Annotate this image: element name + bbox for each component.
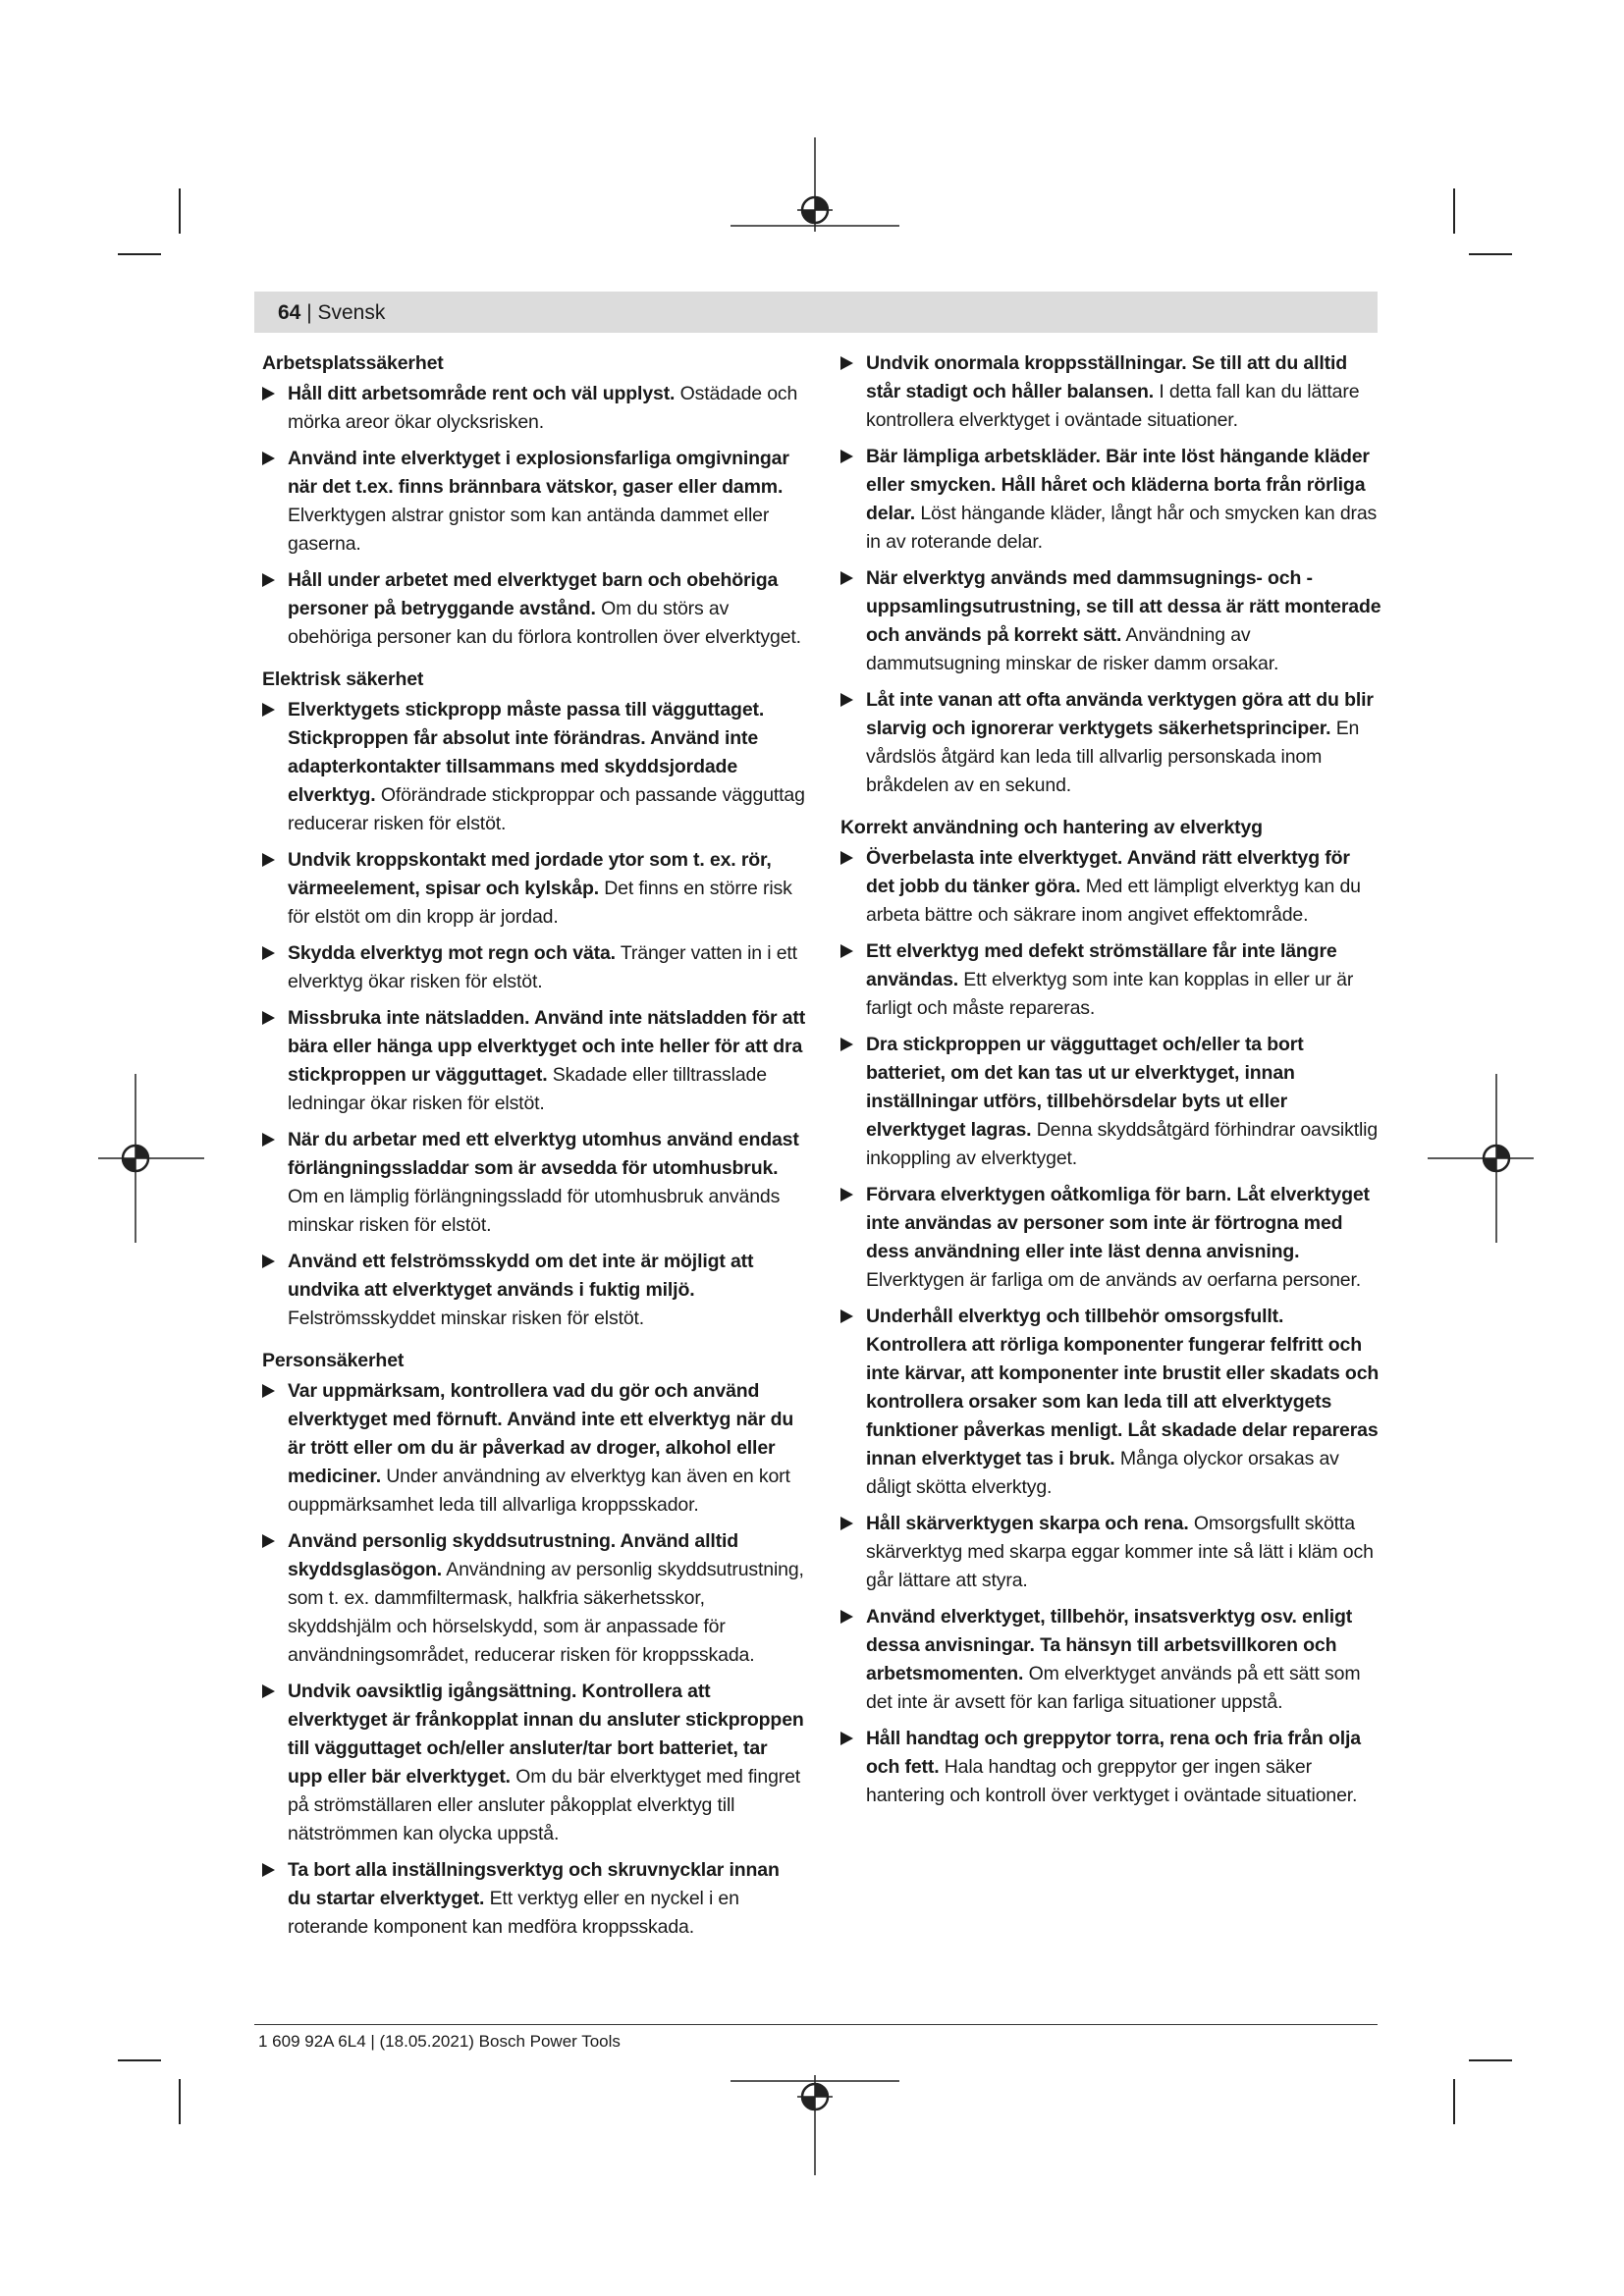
crop-mark-br-v — [1453, 2079, 1455, 2124]
safety-instruction — [840, 349, 1382, 435]
instruction-text: Med ett lämpligt elverktyg kan du arbeta bättre och säkrare inom angivet effektområde. — [866, 876, 1361, 926]
safety-instruction — [262, 1527, 807, 1670]
instruction-text: Om elverktyget används på ett sätt som det inte är avsett för kan farliga situationer uppstå. — [866, 1663, 1361, 1713]
instruction-bold: Förvara elverktygen oåtkomliga för barn. Låt elverktyget inte användas av personer som inte är förtrogna med dess användning eller inte läst denna anvisning. — [866, 1184, 1370, 1262]
crop-mark-tl-v — [179, 188, 181, 234]
safety-instruction — [262, 846, 807, 932]
instruction-text: Ett verktyg eller en nyckel i en roterande komponent kan medföra kroppsskada. — [288, 1888, 739, 1938]
instruction-bold: När elverktyg används med dammsugnings- och -uppsamlingsutrustning, se till att dessa är rätt monterade och används på korrekt sätt. — [866, 567, 1381, 646]
safety-instruction — [262, 939, 807, 996]
instruction-bold: Ett elverktyg med defekt strömställare får inte längre användas. — [866, 940, 1337, 990]
bullet-triangle-icon — [262, 853, 275, 867]
safety-instruction — [262, 1678, 807, 1848]
safety-instruction — [262, 1856, 807, 1942]
instruction-text: Hala handtag och greppytor ger ingen säker hantering och kontroll över verktyget i oväntade situationer. — [866, 1756, 1358, 1806]
instruction-text: Om du bär elverktyget med fingret på strömställaren eller ansluter påkopplat elverktyg till nätströmmen kan olycka uppstå. — [288, 1766, 801, 1844]
instruction-bold: När du arbetar med ett elverktyg utomhus använd endast förlängningssladdar som är avsedda för utomhusbruk. — [288, 1129, 799, 1179]
bullet-triangle-icon — [840, 1309, 853, 1323]
bullet-triangle-icon — [262, 1011, 275, 1025]
instruction-bold: Använd ett felströmsskydd om det inte är möjligt att undvika att elverktyget används i fuktig miljö. — [288, 1251, 754, 1301]
section-heading: Elektrisk säkerhet — [262, 668, 424, 690]
instruction-text: En vårdslös åtgärd kan leda till allvarlig personskada inom bråkdelen av en sekund. — [866, 718, 1360, 796]
instruction-bold: Håll skärverktygen skarpa och rena. — [866, 1513, 1189, 1534]
bullet-triangle-icon — [840, 851, 853, 865]
bullet-triangle-icon — [840, 693, 853, 707]
bullet-triangle-icon — [262, 387, 275, 400]
safety-instruction — [840, 937, 1382, 1023]
safety-instruction — [262, 445, 807, 559]
safety-instruction — [840, 1181, 1382, 1295]
section-heading: Korrekt användning och hantering av elverktyg — [840, 817, 1263, 838]
right-column — [840, 349, 1382, 1818]
instruction-text: Ostädade och mörka areor ökar olycksrisken. — [288, 383, 798, 433]
footer-divider — [254, 2024, 1378, 2025]
bullet-triangle-icon — [262, 1255, 275, 1268]
crop-mark-br-h — [1469, 2059, 1512, 2061]
safety-instruction — [262, 1126, 807, 1240]
crop-mark-tl-h — [118, 253, 161, 255]
bullet-triangle-icon — [262, 703, 275, 717]
bullet-triangle-icon — [262, 573, 275, 587]
instruction-bold: Håll ditt arbetsområde rent och väl upplyst. — [288, 383, 676, 404]
bullet-triangle-icon — [262, 1384, 275, 1398]
bullet-triangle-icon — [262, 452, 275, 465]
instruction-text: Elverktygen alstrar gnistor som kan antända dammet eller gaserna. — [288, 505, 770, 555]
instruction-text: Löst hängande kläder, långt hår och smycken kan dras in av roterande delar. — [866, 503, 1378, 553]
safety-instruction — [840, 443, 1382, 557]
instruction-text: Elverktygen är farliga om de används av oerfarna personer. — [866, 1269, 1362, 1291]
instruction-text: Användning av dammutsugning minskar de risker damm orsakar. — [866, 624, 1279, 674]
bullet-triangle-icon — [262, 1133, 275, 1147]
registration-mark-top-icon — [727, 137, 903, 236]
instruction-bold: Missbruka inte nätsladden. Använd inte nätsladden för att bära eller hänga upp elverktyget och inte heller för att dra stickproppen ur vägguttaget. — [288, 1007, 806, 1086]
bullet-triangle-icon — [262, 1534, 275, 1548]
instruction-bold: Undvik oavsiktlig igångsättning. Kontrollera att elverktyget är frånkopplat innan du ansluter stickproppen till vägguttaget och/eller ansluter/tar bort batteriet, tar upp eller bär elverktyget. — [288, 1681, 804, 1788]
safety-instruction — [840, 1725, 1382, 1810]
bullet-triangle-icon — [262, 1863, 275, 1877]
instruction-text: Det finns en större risk för elstöt om din kropp är jordad. — [288, 878, 792, 928]
bullet-triangle-icon — [840, 944, 853, 958]
bullet-triangle-icon — [840, 571, 853, 585]
instruction-bold: Använd elverktyget, tillbehör, insatsverktyg osv. enligt dessa anvisningar. Ta hänsyn till arbetsvillkoren och arbetsmomenten. — [866, 1606, 1353, 1684]
header-language: Svensk — [317, 301, 386, 324]
instruction-text: Felströmsskyddet minskar risken för elstöt. — [288, 1308, 645, 1329]
instruction-bold: Var uppmärksam, kontrollera vad du gör och använd elverktyget med förnuft. Använd inte ett elverktyg när du är trött eller om du är påverkad av droger, alkohol eller mediciner. — [288, 1380, 794, 1487]
bullet-triangle-icon — [840, 1732, 853, 1745]
crop-mark-bl-h — [118, 2059, 161, 2061]
instruction-bold: Underhåll elverktyg och tillbehör omsorgsfullt. Kontrollera att rörliga komponenter fungerar felfritt och inte kärvar, att komponenter inte brustit eller skadats och kontrollera orsaker som kan leda till att elverktygets funktioner påverkas menligt. Låt skadade delar repareras innan elverktyget tas i bruk. — [866, 1306, 1380, 1469]
safety-instruction — [840, 844, 1382, 930]
bullet-triangle-icon — [840, 1038, 853, 1051]
bullet-triangle-icon — [840, 356, 853, 370]
instruction-text: Om du störs av obehöriga personer kan du förlora kontrollen över elverktyget. — [288, 598, 801, 648]
bullet-triangle-icon — [840, 1610, 853, 1624]
instruction-text: Tränger vatten in i ett elverktyg ökar risken för elstöt. — [288, 942, 797, 992]
page-footer: 1 609 92A 6L4 | (18.05.2021) Bosch Power Tools — [258, 2032, 621, 2051]
bullet-triangle-icon — [840, 1188, 853, 1201]
safety-instruction — [262, 1248, 807, 1333]
instruction-bold: Håll under arbetet med elverktyget barn och obehöriga personer på betryggande avstånd. — [288, 569, 779, 619]
instruction-bold: Bär lämpliga arbetskläder. Bär inte löst hängande kläder eller smycken. Håll håret och kläderna borta från rörliga delar. — [866, 446, 1370, 524]
crop-mark-tr-h — [1469, 253, 1512, 255]
safety-instruction — [840, 1603, 1382, 1717]
instruction-text: I detta fall kan du lättare kontrollera elverktyget i oväntade situationer. — [866, 381, 1360, 431]
safety-instruction — [262, 566, 807, 652]
instruction-bold: Använd inte elverktyget i explosionsfarliga omgivningar när det t.ex. finns brännbara vätskor, gaser eller damm. — [288, 448, 789, 498]
instruction-bold: Använd personlig skyddsutrustning. Använd alltid skyddsglasögon. — [288, 1530, 739, 1580]
instruction-text: Oförändrade stickproppar och passande vägguttag reducerar risken för elstöt. — [288, 784, 805, 834]
safety-instruction — [840, 564, 1382, 678]
instruction-text: Omsorgsfullt skötta skärverktyg med skarpa eggar kommer inte så lätt i kläm och går lättare att styra. — [866, 1513, 1374, 1591]
page-header — [278, 299, 385, 327]
instruction-text: Om en lämplig förlängningssladd för utomhusbruk används minskar risken för elstöt. — [288, 1186, 781, 1236]
bullet-triangle-icon — [262, 1684, 275, 1698]
section-heading: Personsäkerhet — [262, 1350, 405, 1371]
safety-instruction — [262, 696, 807, 838]
safety-instruction — [840, 1303, 1382, 1502]
safety-instruction — [262, 1377, 807, 1520]
registration-mark-bottom-icon — [727, 2071, 903, 2179]
crop-mark-bl-v — [179, 2079, 181, 2124]
instruction-text: Ett elverktyg som inte kan kopplas in eller ur är farligt och måste repareras. — [866, 969, 1354, 1019]
section-heading: Arbetsplatssäkerhet — [262, 352, 444, 374]
safety-instruction — [262, 1004, 807, 1118]
instruction-bold: Ta bort alla inställningsverktyg och skruvnycklar innan du startar elverktyget. — [288, 1859, 780, 1909]
instruction-text: Under användning av elverktyg kan även en kort ouppmärksamhet leda till allvarliga kroppsskador. — [288, 1466, 790, 1516]
safety-instruction — [262, 380, 807, 437]
instruction-bold: Elverktygets stickpropp måste passa till vägguttaget. Stickproppen får absolut inte förändras. Använd inte adapterkontakter tillsammans med skyddsjordade elverktyg. — [288, 699, 765, 806]
crop-mark-tr-v — [1453, 188, 1455, 234]
safety-instruction — [840, 1510, 1382, 1595]
left-column — [262, 349, 807, 1949]
instruction-bold: Undvik kroppskontakt med jordade ytor som t. ex. rör, värmeelement, spisar och kylskåp. — [288, 849, 772, 899]
safety-instruction — [840, 686, 1382, 800]
instruction-bold: Skydda elverktyg mot regn och väta. — [288, 942, 616, 964]
instruction-bold: Dra stickproppen ur vägguttaget och/eller ta bort batteriet, om det kan tas ut ur elverktyget, innan inställningar utförs, tillbehörsdelar byts ut eller elverktyget lagras. — [866, 1034, 1304, 1141]
page-number: 64 — [278, 301, 301, 324]
registration-mark-left-icon — [90, 1070, 208, 1247]
bullet-triangle-icon — [840, 450, 853, 463]
bullet-triangle-icon — [262, 946, 275, 960]
instruction-bold: Håll handtag och greppytor torra, rena och fria från olja och fett. — [866, 1728, 1361, 1778]
instruction-bold: Överbelasta inte elverktyget. Använd rätt elverktyg för det jobb du tänker göra. — [866, 847, 1350, 897]
instruction-text: Användning av personlig skyddsutrustning, som t. ex. dammfiltermask, halkfria säkerhetsskor, skyddshjälm och hörselskydd, som är anpassade för användningsområdet, reducerar risken för kroppsskada. — [288, 1559, 804, 1666]
page-header-bar — [254, 292, 1378, 333]
instruction-bold: Låt inte vanan att ofta använda verktygen göra att du blir slarvig och ignorerar verktygets säkerhetsprinciper. — [866, 689, 1374, 739]
registration-mark-right-icon — [1424, 1070, 1542, 1247]
instruction-bold: Undvik onormala kroppsställningar. Se till att du alltid står stadigt och håller balansen. — [866, 352, 1348, 402]
bullet-triangle-icon — [840, 1517, 853, 1530]
instruction-text: Många olyckor orsakas av dåligt skötta elverktyg. — [866, 1448, 1339, 1498]
instruction-text: Denna skyddsåtgärd förhindrar oavsiktlig inkoppling av elverktyget. — [866, 1119, 1379, 1169]
safety-instruction — [840, 1031, 1382, 1173]
instruction-text: Skadade eller tilltrasslade ledningar ökar risken för elstöt. — [288, 1064, 767, 1114]
header-separator: | — [300, 301, 318, 324]
